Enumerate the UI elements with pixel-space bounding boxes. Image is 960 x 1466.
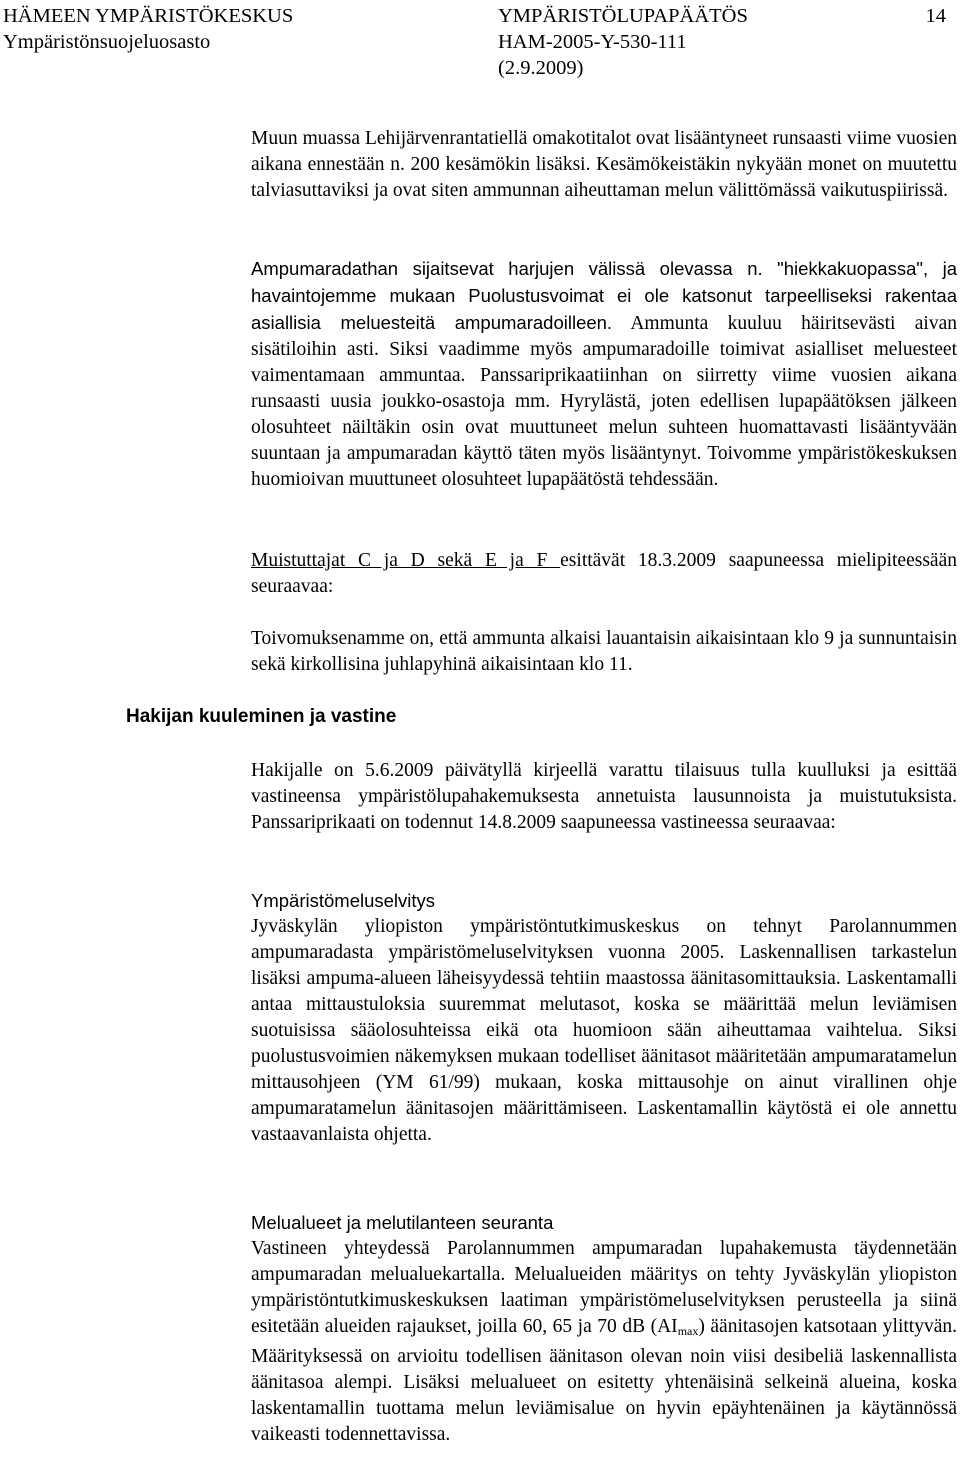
subheading-environmental-noise-survey: Ympäristömeluselvitys bbox=[251, 890, 436, 911]
paragraph-noise-areas bbox=[251, 1236, 957, 1448]
subheading-noise-areas-monitoring: Melualueet ja melutilanteen seuranta bbox=[251, 1212, 554, 1233]
page-number: 14 bbox=[925, 5, 946, 27]
paragraph-residents: Muun muassa Lehijärvenrantatiellä omakotitalot ovat lisääntyneet runsaasti viime vuosien aikana ennestään n. 200 kesämökin lisäksi. Kesämökeistäkin nykyään monet on muutettu talviasuttaviksi ja ovat siten ammunnan aiheuttaman melun välittömässä vaikutuspiirissä. bbox=[251, 128, 957, 201]
noise-areas-subscript: max bbox=[677, 1324, 699, 1338]
paragraph-noise-barriers bbox=[251, 256, 957, 493]
header-document-type: YMPÄRISTÖLUPAPÄÄTÖS bbox=[498, 5, 748, 27]
paragraph-noise-survey: Jyväskylän yliopiston ympäristöntutkimuskeskus on tehnyt Parolannummen ampumaradasta ympäristömeluselvityksen vuonna 2005. Laskennallisen tarkastelun lisäksi ampuma-alueen läheisyydessä tehtiin maastossa äänitasomittauksia. Laskentamalli antaa mittaustuloksia suuremmat melutasot, koska se määrittää melun leviämisen suotuisissa sääolosuhteissa eikä ota huomioon sään aiheuttamaa vaihtelua. Siksi puolustusvoimien näkemyksen mukaan todelliset äänitasot määritetään ampumaratamelun mittausohjeen (YM 61/99) mukaan, koska mittausohje on ainut virallinen ohje ampumaratamelun äänitasojen määrittämiseen. Laskentamallin käytöstä ei ole annettu vastaavanlaista ohjetta. bbox=[251, 916, 957, 1145]
header-unit: Ympäristönsuojeluosasto bbox=[3, 31, 211, 53]
objectors-names: Muistuttajat C ja D sekä E ja F bbox=[251, 550, 561, 571]
paragraph-noise-barriers-serif: Ammunta kuuluu häiritsevästi aivan sisätiloihin asti. Siksi vaadimme myös ampumaradoille toimivat asialliset meluesteet vaimentamaan ammuntaa. Panssariprikaatiinhan on siirretty viime vuosien aikana runsaasti uusia joukko-osastoja mm. Hyrylästä, joten edellisen lupapäätöksen jälkeen olosuhteet näiltäkin osin ovat muuttuneet melun suhteen huomattavasti lisääntyvään suuntaan ja ampumaradan käyttö täten myös lisääntynyt. Toivomme ympäristökeskuksen huomioivan muuttuneet olosuhteet lupapäätöstä tehdessään. bbox=[251, 313, 957, 490]
noise-areas-text-a: Vastineen yhteydessä Parolannummen ampumaradan lupahakemusta täydennetään ampumaradan melualuekartalla. Melualueiden määritys on tehty Jyväskylän yliopiston ympäristöntutkimuskeskuksen laatiman ympäristömeluselvityksen perusteella ja siinä esitetään alueiden rajaukset, joilla 60, 65 ja 70 dB (AI bbox=[251, 1238, 957, 1337]
header-document-date: (2.9.2009) bbox=[498, 57, 584, 79]
noise-areas-text-b: ) äänitasojen katsotaan ylittyvän. Määrityksessä on arvioitu todellisen äänitason olevan noin viisi desibeliä laskennallista äänitasoa alempi. Lisäksi melualueet on esitetty yhtenäisinä selkeinä alueina, koska laskentamallin tuottama melun leviämisalue on hyvin epäyhtenäinen ja käytännössä vaikeasti todennettavissa. bbox=[251, 1316, 958, 1445]
header-organization: HÄMEEN YMPÄRISTÖKESKUS bbox=[3, 5, 294, 27]
paragraph-applicant-hearing: Hakijalle on 5.6.2009 päivätyllä kirjeellä varattu tilaisuus tulla kuulluksi ja esittää vastineensa ympäristölupahakemuksesta annetuista lausunnoista ja muistutuksista. Panssariprikaati on todennut 14.8.2009 saapuneessa vastineessa seuraavaa: bbox=[251, 760, 957, 833]
header-document-number: HAM-2005-Y-530-111 bbox=[498, 31, 687, 53]
paragraph-noise-barriers-sans: Ampumaradathan sijaitsevat harjujen välissä olevassa n. "hiekkakuopassa", ja havaintojemme mukaan Puolustusvoimat ei ole katsonut tarpeelliseksi rakentaa asiallisia meluesteitä ampumaradoilleen. bbox=[251, 258, 957, 333]
paragraph-objectors-intro bbox=[251, 548, 957, 600]
paragraph-shooting-hours: Toivomuksenamme on, että ammunta alkaisi lauantaisin aikaisintaan klo 9 ja sunnuntaisin sekä kirkollisina juhlapyhinä aikaisintaan klo 11. bbox=[251, 628, 957, 675]
objectors-intro-rest: esittävät 18.3.2009 saapuneessa mielipiteessään seuraavaa: bbox=[251, 550, 957, 597]
side-heading-applicant-hearing: Hakijan kuuleminen ja vastine bbox=[126, 706, 397, 727]
